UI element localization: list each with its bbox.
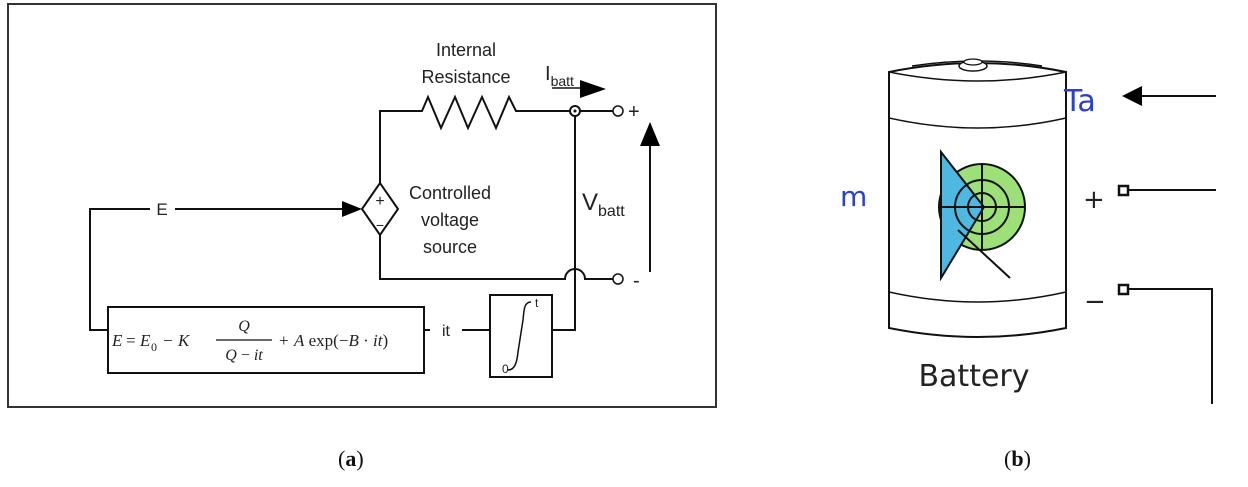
caption-a: (a): [338, 446, 364, 471]
internal-resistance-label-1: Internal: [435, 40, 497, 60]
svg-text:=: =: [126, 331, 136, 350]
current-label: $I_{batt}$: [545, 63, 574, 89]
vbatt-label: $V_{batt}$: [582, 189, 625, 220]
integrator-lower: 0: [502, 362, 509, 376]
ta-port-label: Ta: [1064, 84, 1096, 119]
svg-text:Q: Q: [238, 318, 250, 335]
integrator-upper: t: [535, 296, 539, 310]
svg-text:0: 0: [151, 340, 157, 354]
panel-b: [840, 59, 1216, 404]
internal-resistance-label-2: Resistance: [421, 67, 511, 87]
minus-port-node[interactable]: [1119, 285, 1128, 294]
plus-terminal-node: [613, 106, 623, 116]
ta-arrow-icon: [1122, 86, 1142, 106]
plus-port-label: +: [1083, 185, 1105, 215]
minus-terminal-label: -: [633, 270, 640, 292]
svg-text:A exp(−B · it): A exp(−B · it): [294, 331, 389, 350]
battery-block-name: Battery: [918, 359, 1030, 394]
minus-port-label: −: [1084, 287, 1106, 317]
e-signal-label: E: [156, 200, 168, 219]
source-label-3: source: [422, 237, 478, 257]
svg-text:E: E: [112, 331, 123, 350]
plus-terminal-label: +: [628, 101, 640, 123]
svg-text:+: +: [279, 331, 289, 350]
panel-a: [8, 4, 716, 407]
caption-b: (b): [1004, 446, 1031, 471]
source-label-1: Controlled: [408, 183, 492, 203]
svg-text:E: E: [140, 331, 151, 350]
source-label-2: voltage: [420, 210, 480, 230]
svg-text:K: K: [178, 331, 190, 350]
svg-text:−: −: [163, 331, 173, 350]
svg-text:−: −: [375, 217, 385, 233]
svg-text:Q − it: Q − it: [225, 347, 263, 364]
minus-port-wire: [1128, 289, 1212, 404]
m-port-label: m: [840, 180, 868, 213]
plus-port-node[interactable]: [1119, 186, 1128, 195]
minus-terminal-node: [613, 274, 623, 284]
it-signal-label: it: [442, 323, 450, 340]
svg-text:+: +: [375, 193, 385, 210]
